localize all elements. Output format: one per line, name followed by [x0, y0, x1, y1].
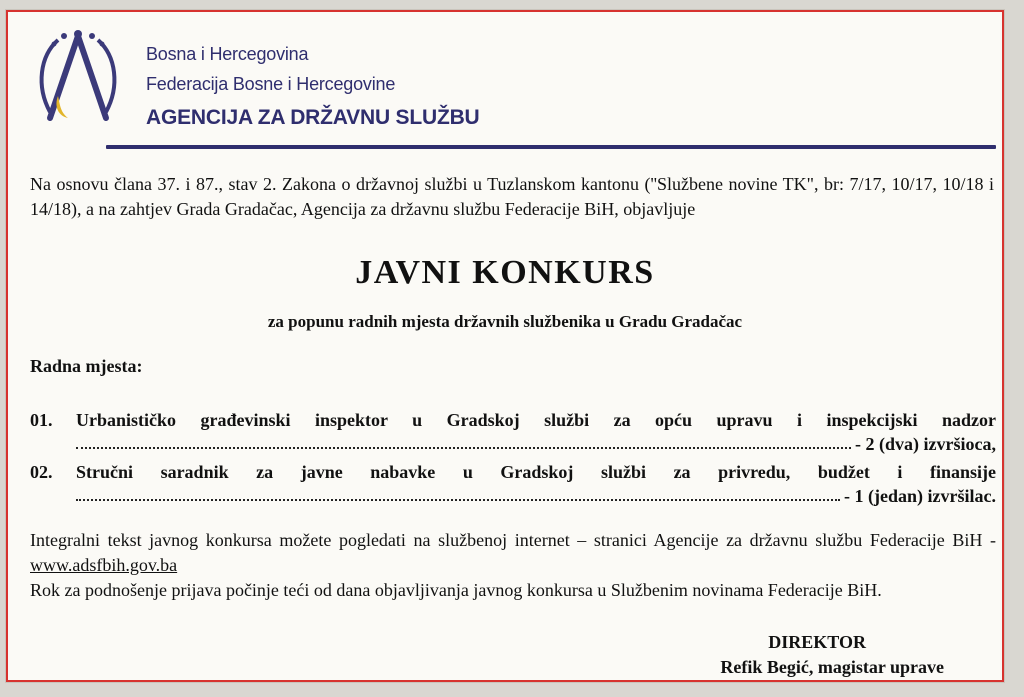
position-number: 02. [30, 462, 53, 482]
agency-logo [28, 26, 128, 136]
country-name: Bosna i Hercegovina [146, 44, 309, 64]
position-count: - 1 (jedan) izvršilac. [844, 486, 996, 506]
federation-name: Federacija Bosne i Hercegovine [146, 74, 396, 94]
position-item-2 [30, 462, 996, 507]
position-title: Urbanističko građevinski inspektor u Gradskoj službi za opću upravu i inspekcijski nadzor [76, 410, 996, 430]
positions-heading: Radna mjesta: [30, 356, 143, 376]
footer-paragraph [30, 528, 996, 603]
signature-title: DIREKTOR [768, 632, 866, 652]
deadline-info: Rok za podnošenje prijava počinje teći od dana objavljivanja javnog konkursa u Službenim novinama Federacije BiH. [30, 580, 882, 600]
agency-website-link[interactable]: www.adsfbih.gov.ba [30, 555, 178, 575]
notice-title: JAVNI KONKURS [355, 254, 655, 291]
logo-figure-icon [42, 30, 115, 118]
dot-leader [76, 447, 851, 449]
job-notice [6, 10, 1004, 682]
position-title: Stručni saradnik za javne nabavke u Gradskoj službi za privredu, budžet i finansije [76, 462, 996, 482]
agency-name: AGENCIJA ZA DRŽAVNU SLUŽBU [146, 106, 480, 129]
notice-subtitle: za popunu radnih mjesta državnih službenika u Gradu Gradačac [267, 312, 743, 331]
signature-name: Refik Begić, magistar uprave [720, 657, 944, 677]
header-divider [106, 145, 996, 149]
dot-leader [76, 499, 840, 501]
position-item-1 [30, 410, 996, 455]
position-count: - 2 (dva) izvršioca, [855, 434, 996, 454]
intro-paragraph: Na osnovu člana 37. i 87., stav 2. Zakona o državnoj službi u Tuzlanskom kantonu (''Službene novine TK", br: 7/17, 10/17, 10/18 i 14/18), a na zahtjev Grada Gradačac, Agencija za državnu službu Federacije BiH, objavljuje [30, 174, 994, 219]
full-text-info: Integralni tekst javnog konkursa možete pogledati na službenoj internet – stranici Agencije za državnu službu Federacije BiH - [30, 530, 996, 550]
position-number: 01. [30, 410, 53, 430]
